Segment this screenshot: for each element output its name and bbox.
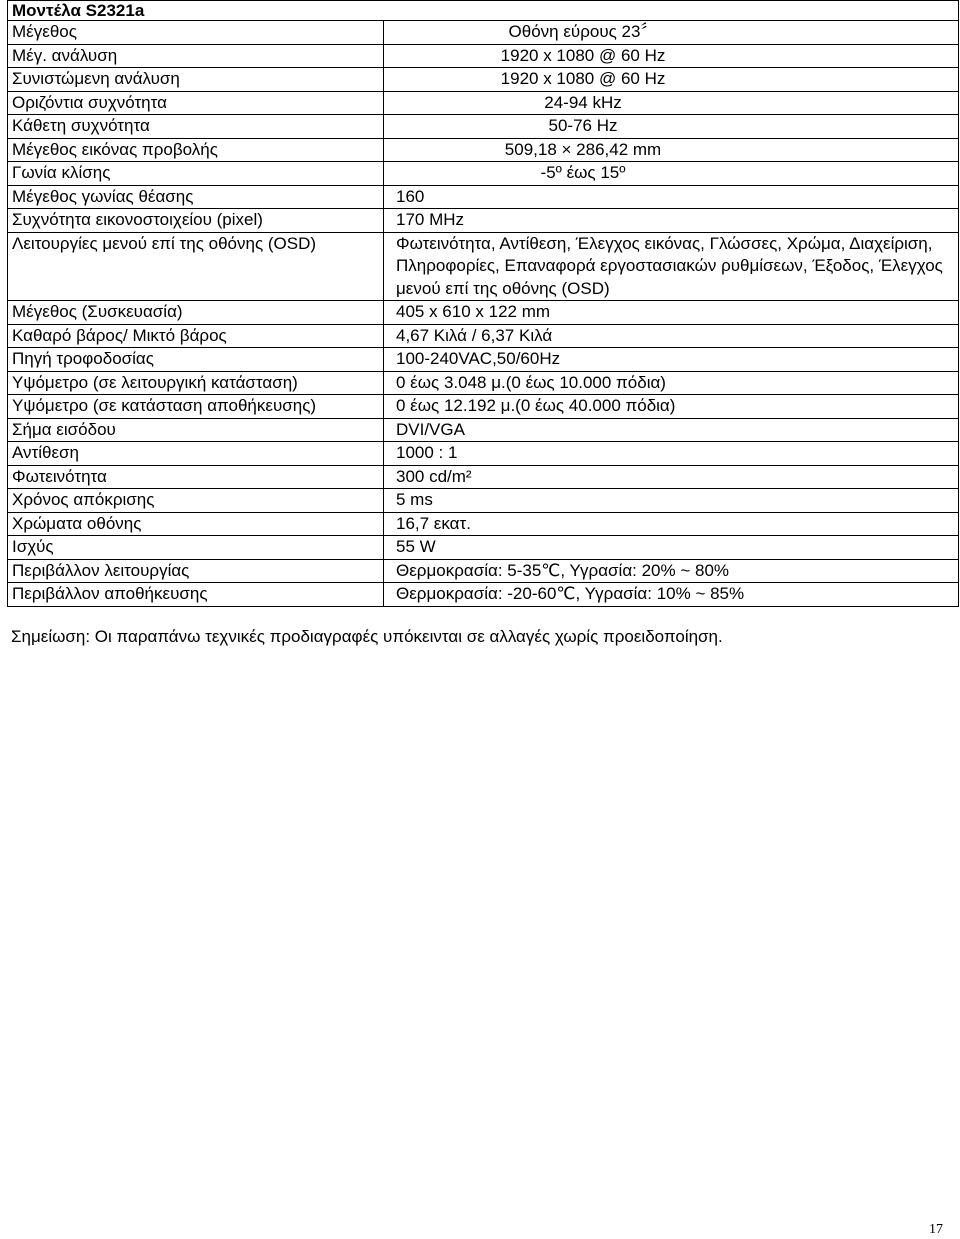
spec-table-body: [8, 1, 959, 607]
table-row: [8, 348, 959, 372]
spec-value: 100-240VAC,50/60Hz: [384, 348, 959, 372]
spec-value: Θερμοκρασία: -20-60℃, Υγρασία: 10% ~ 85%: [384, 583, 959, 607]
table-row: [8, 91, 959, 115]
spec-label: Χρώματα οθόνης: [8, 512, 384, 536]
table-row: [8, 465, 959, 489]
spec-label: Περιβάλλον αποθήκευσης: [8, 583, 384, 607]
table-row: [8, 559, 959, 583]
spec-label: Φωτεινότητα: [8, 465, 384, 489]
spec-label: Μέγεθος εικόνας προβολής: [8, 138, 384, 162]
page-number: 17: [929, 1222, 943, 1237]
table-row: [8, 418, 959, 442]
spec-label: Υψόμετρο (σε κατάσταση αποθήκευσης): [8, 395, 384, 419]
spec-label: Λειτουργίες μενού επί της οθόνης (OSD): [8, 232, 384, 301]
table-row: [8, 68, 959, 92]
spec-value: 300 cd/m²: [384, 465, 959, 489]
spec-value: 16,7 εκατ.: [384, 512, 959, 536]
spec-label: Πηγή τροφοδοσίας: [8, 348, 384, 372]
table-row: [8, 138, 959, 162]
spec-value: 4,67 Κιλά / 6,37 Κιλά: [384, 324, 959, 348]
table-row: [8, 324, 959, 348]
spec-value: 1920 x 1080 @ 60 Hz: [384, 44, 959, 68]
spec-value: 50-76 Hz: [384, 115, 959, 139]
table-row: [8, 536, 959, 560]
spec-label: Μέγεθος: [8, 21, 384, 45]
table-row: [8, 512, 959, 536]
spec-label: Οριζόντια συχνότητα: [8, 91, 384, 115]
table-row: [8, 44, 959, 68]
spec-value: Θερμοκρασία: 5-35℃, Υγρασία: 20% ~ 80%: [384, 559, 959, 583]
table-row: [8, 21, 959, 45]
spec-value: 1000 : 1: [384, 442, 959, 466]
spec-label: Καθαρό βάρος/ Μικτό βάρος: [8, 324, 384, 348]
spec-label: Συνιστώμενη ανάλυση: [8, 68, 384, 92]
spec-value: 0 έως 12.192 μ.(0 έως 40.000 πόδια): [384, 395, 959, 419]
table-row: [8, 301, 959, 325]
spec-label: Περιβάλλον λειτουργίας: [8, 559, 384, 583]
title-row: [8, 1, 959, 21]
table-row: [8, 371, 959, 395]
table-row: [8, 442, 959, 466]
spec-value: 0 έως 3.048 μ.(0 έως 10.000 πόδια): [384, 371, 959, 395]
spec-value: 1920 x 1080 @ 60 Hz: [384, 68, 959, 92]
spec-label: Αντίθεση: [8, 442, 384, 466]
spec-label: Μέγεθος (Συσκευασία): [8, 301, 384, 325]
spec-table: [7, 0, 959, 607]
table-row: [8, 583, 959, 607]
table-row: [8, 185, 959, 209]
spec-value: Οθόνη εύρους 23〞: [384, 21, 959, 45]
spec-note: Σημείωση: Οι παραπάνω τεχνικές προδιαγραφές υπόκεινται σε αλλαγές χωρίς προειδοποίηση.: [11, 627, 723, 646]
spec-value: 405 x 610 x 122 mm: [384, 301, 959, 325]
spec-label: Μέγεθος γωνίας θέασης: [8, 185, 384, 209]
table-row: [8, 209, 959, 233]
spec-value: 170 MHz: [384, 209, 959, 233]
table-row: [8, 489, 959, 513]
spec-value: 509,18 × 286,42 mm: [384, 138, 959, 162]
spec-value: -5º έως 15º: [384, 162, 959, 186]
spec-value: 55 W: [384, 536, 959, 560]
spec-value: 5 ms: [384, 489, 959, 513]
table-row: [8, 162, 959, 186]
spec-value: Φωτεινότητα, Αντίθεση, Έλεγχος εικόνας, Γλώσσες, Χρώμα, Διαχείριση, Πληροφορίες, Επαναφορά εργοστασιακών ρυθμίσεων, Έξοδος, Έλεγχος μενού επί της οθόνης (OSD): [384, 232, 959, 301]
spec-value: DVI/VGA: [384, 418, 959, 442]
model-title: Μοντέλα S2321a: [8, 1, 959, 21]
spec-label: Γωνία κλίσης: [8, 162, 384, 186]
spec-label: Μέγ. ανάλυση: [8, 44, 384, 68]
spec-label: Υψόμετρο (σε λειτουργική κατάσταση): [8, 371, 384, 395]
spec-label: Συχνότητα εικονοστοιχείου (pixel): [8, 209, 384, 233]
spec-value: 24-94 kHz: [384, 91, 959, 115]
spec-label: Σήμα εισόδου: [8, 418, 384, 442]
spec-label: Κάθετη συχνότητα: [8, 115, 384, 139]
table-row: [8, 395, 959, 419]
spec-label: Ισχύς: [8, 536, 384, 560]
spec-value: 160: [384, 185, 959, 209]
table-row: [8, 232, 959, 301]
spec-label: Χρόνος απόκρισης: [8, 489, 384, 513]
table-row: [8, 115, 959, 139]
